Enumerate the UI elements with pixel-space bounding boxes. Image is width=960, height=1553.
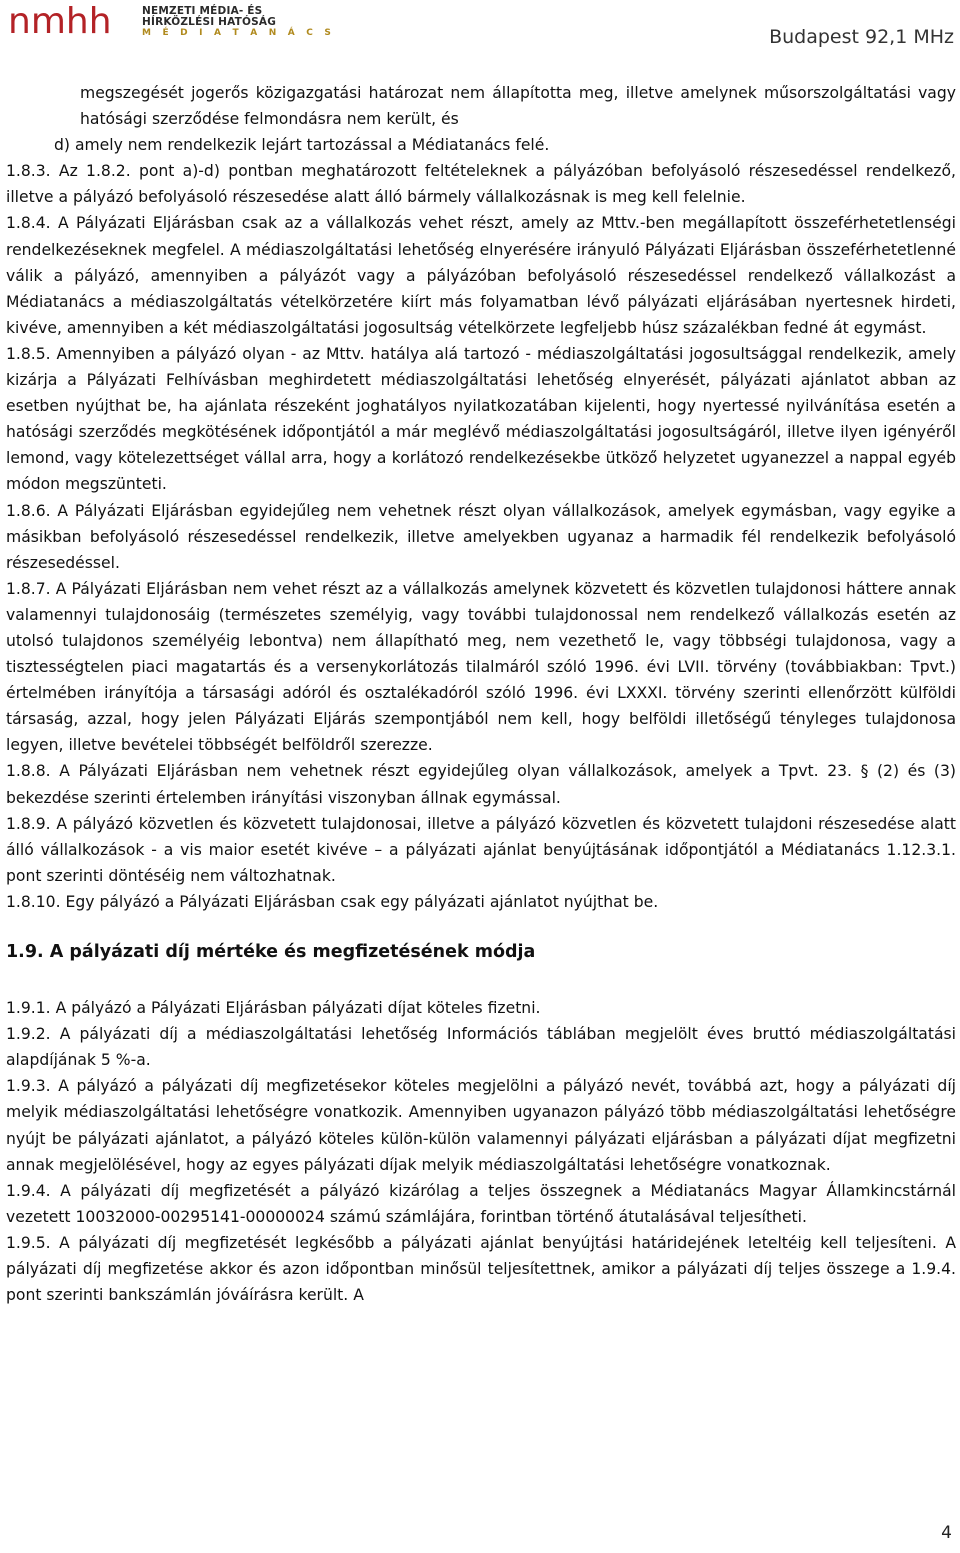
logo-line-2: HÍRKÖZLÉSI HATÓSÁG (142, 15, 277, 28)
logo-line-3: M É D I A T A N Á C S (142, 27, 336, 38)
paragraph (6, 1178, 956, 1230)
logo-letters: nmhh (8, 3, 112, 41)
nmhh-logo-mark-icon (8, 3, 136, 41)
page-number: 4 (941, 1523, 952, 1543)
paragraph: 1.9.5. A pályázati díj megfizetését legkésőbb a pályázati ajánlat benyújtási határidejének leteltéig kell teljesíteni. A pályázati díj megfizetése akkor és azon időpontban minősül teljesítettnek, amikor a pályázati díj teljes összege a 1.9.4. pont szerinti bankszámlán jóváírásra került. A (6, 1233, 956, 1305)
paragraph: d) amely nem rendelkezik lejárt tartozással a Médiatanács felé. (54, 136, 550, 155)
paragraph: 1.8.7. A Pályázati Eljárásban nem vehet részt az a vállalkozás amelynek közvetett és közvetlen tulajdonosi háttere annak valamennyi tulajdonosáig (természetes személyig, vagy további tulajdonossal nem rendelkező vállalkozás esetén az utolsó tulajdonos személyéig lebontva) nem állapítható meg, nem vezethető le, vagy többségi tulajdonosa, vagy a tisztességtelen piaci magatartás és a versenykorlátozás tilalmáról szóló 1996. évi LVII. törvény (továbbiakban: Tpvt.) értelmében irányítója a társasági adóról és osztalékadóról szóló 1996. évi LXXXI. törvény szerinti ellenőrzött külföldi társaság, azzal, hogy jelen Pályázati Eljárás szempontjából nem kell, hogy belföldi illetőségű tényleges tulajdonosa legyen, illetve bevételei többségét belföldről szerezze. (6, 579, 956, 755)
paragraph: 1.8.4. A Pályázati Eljárásban csak az a vállalkozás vehet részt, amely az Mttv.-ben megállapított összeférhetetlenségi rendelkezéseknek megfelel. A médiaszolgáltatási lehetőség elnyerésére irányuló Pályázati Eljárásban összeférhetetlenné válik a pályázó, amennyiben a pályázót vagy a pályázóban befolyásoló részesedéssel rendelkező vállalkozást a Médiatanács a médiaszolgáltatás vételkörzetére kiírt más folyamatban lévő pályázati eljárásában nyertesnek hirdeti, kivéve, amennyiben a két médiaszolgáltatási jogosultság vételkörzete legfeljebb húsz százalékban fedné át egymást. (6, 214, 956, 337)
logo-line-1: NEMZETI MÉDIA- ÉS (142, 4, 263, 17)
paragraph: megszegését jogerős közigazgatási határozat nem állapította meg, illetve amelynek műsorszolgáltatási vagy hatósági szerződése felmondásra nem került, és (80, 84, 956, 129)
text-run: 1.9.4. A pályázati díj megfizetését a pályázó kizárólag a teljes összegnek a Médiatanács Magyar Államkincstárnál vezetett (6, 1181, 956, 1226)
station-frequency: Budapest 92,1 MHz (769, 26, 954, 48)
paragraph: 1.8.10. Egy pályázó a Pályázati Eljárásban csak egy pályázati ajánlatot nyújthat be. (6, 892, 659, 911)
nmhh-logo (8, 2, 335, 42)
paragraph: 1.8.5. Amennyiben a pályázó olyan - az Mttv. hatálya alá tartozó - médiaszolgáltatási jogosultsággal rendelkezik, amely kizárja a Pályázati Felhívásban meghirdetett médiaszolgáltatási lehetőség elnyerését, pályázati ajánlatot abban az esetben nyújthat be, ha ajánlata részeként joghatályos nyilatkozatában kijelenti, hogy nyertessé nyilvánítása esetén a hatósági szerződés megkötésének időpontjától a már meglévő médiaszolgáltatási jogosultságáról, illetve ilyen igényéről lemond, vagy kötelezettséget vállal arra, hogy a korlátozó rendelkezésekbe ütköző helyzetet ugyanezzel a nappal egyéb módon megszünteti. (6, 344, 956, 494)
paragraph: 1.8.3. Az 1.8.2. pont a)-d) pontban meghatározott feltételeknek a pályázóban befolyásoló részesedéssel rendelkező, illetve a pályázó befolyásoló részesedése alatt álló bármely vállalkozásnak is meg kell felelnie. (6, 162, 956, 207)
document-body (6, 80, 956, 1308)
page-header (0, 0, 960, 60)
bank-account-number: 10032000-00295141-00000024 (75, 1207, 325, 1226)
paragraph: 1.8.8. A Pályázati Eljárásban nem vehetnek részt egyidejűleg olyan vállalkozások, amelyek a Tpvt. 23. § (2) és (3) bekezdése szerinti értelemben irányítási viszonyban állnak egymással. (6, 762, 956, 807)
paragraph: 1.9.3. A pályázó a pályázati díj megfizetésekor köteles megjelölni a pályázó nevét, továbbá azt, hogy a pályázati díj melyik médiaszolgáltatási lehetőségre vonatkozik. Amennyiben ugyanazon pályázó több médiaszolgáltatási lehetőségre nyújt be pályázati ajánlatot, a pályázó köteles külön-külön valamennyi pályázati eljárásban a pályázati díjat megfizetni annak megjelölésével, hogy az egyes pályázati díjak melyik médiaszolgáltatási lehetőségre vonatkoznak. (6, 1077, 956, 1174)
section-heading: 1.9. A pályázati díj mértéke és megfizetésének módja (6, 942, 536, 962)
paragraph: 1.8.9. A pályázó közvetlen és közvetett tulajdonosai, illetve a pályázó közvetlen és közvetett tulajdoni részesedése alatt álló vállalkozások - a vis maior esetét kivéve – a pályázati ajánlat benyújtásának időpontjától a Médiatanács 1.12.3.1. pont szerinti döntéséig nem változhatnak. (6, 814, 956, 885)
paragraph: 1.8.6. A Pályázati Eljárásban egyidejűleg nem vehetnek részt olyan vállalkozások, amelyek egymásban, vagy egyike a másikban befolyásoló részesedéssel rendelkezik, illetve amelyekben ugyanaz a harmadik fél rendelkezik befolyásoló részesedéssel. (6, 501, 956, 572)
logo-wordmark (142, 6, 335, 39)
text-run: számú számlájára, forintban történő átutalásával teljesítheti. (324, 1207, 807, 1226)
paragraph: 1.9.1. A pályázó a Pályázati Eljárásban pályázati díjat köteles fizetni. (6, 999, 541, 1018)
paragraph: 1.9.2. A pályázati díj a médiaszolgáltatási lehetőség Információs táblában megjelölt éves bruttó médiaszolgáltatási alapdíjának 5 %-a. (6, 1025, 956, 1070)
